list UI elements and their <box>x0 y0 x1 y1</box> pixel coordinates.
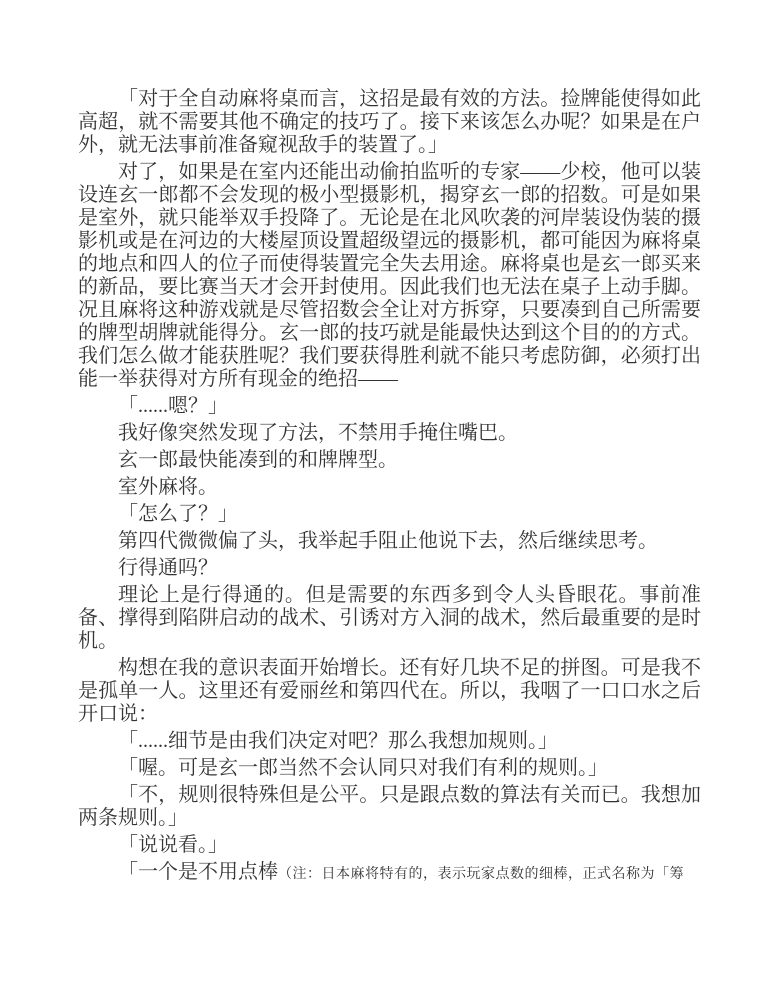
paragraph <box>78 422 701 445</box>
paragraph <box>78 88 701 157</box>
paragraph <box>78 449 701 472</box>
paragraph-text: 我好像突然发现了方法，不禁用手掩住嘴巴。 <box>118 422 518 444</box>
paragraph <box>78 476 701 499</box>
paragraph <box>78 834 701 857</box>
paragraph-text: 构想在我的意识表面开始增长。还有好几块不足的拼图。可是我不是孤单一人。这里还有爱丽丝和第四代在。所以，我咽了一口口水之后开口说： <box>78 657 701 725</box>
paragraph <box>78 730 701 753</box>
paragraph-text: 「说说看。」 <box>118 834 228 856</box>
paragraph-text: 「一个是不用点棒 <box>118 861 278 883</box>
paragraph-text: 「喔。可是玄一郎当然不会认同只对我们有利的规则。」 <box>118 757 608 779</box>
page-body <box>78 88 701 886</box>
paragraph <box>78 503 701 526</box>
paragraph-text: 「......细节是由我们决定对吧？那么我想加规则。」 <box>118 730 558 752</box>
translator-note: （注：日本麻将特有的，表示玩家点数的细棒，正式名称为「筹 <box>278 867 684 882</box>
paragraph-text: 「对于全自动麻将桌而言，这招是最有效的方法。捡牌能使得如此高超，就不需要其他不确定的技巧了。接下来该怎么办呢？如果是在户外，就无法事前准备窥视敌手的装置了。」 <box>78 88 701 156</box>
paragraph <box>78 784 701 830</box>
paragraph-text: 理论上是行得通的。但是需要的东西多到令人头昏眼花。事前准备、撑得到陷阱启动的战术、引诱对方入洞的战术，然后最重要的是时机。 <box>78 584 701 652</box>
paragraph-text: 玄一郎最快能凑到的和牌牌型。 <box>118 449 398 471</box>
paragraph-text: 「不，规则很特殊但是公平。只是跟点数的算法有关而已。我想加两条规则。」 <box>78 784 701 829</box>
paragraph <box>78 557 701 580</box>
paragraph <box>78 757 701 780</box>
paragraph-text: 室外麻将。 <box>118 476 218 498</box>
paragraph-text: 「怎么了？」 <box>118 503 238 525</box>
paragraph-text: 行得通吗？ <box>118 557 218 579</box>
paragraph-text: 「......嗯？」 <box>118 395 228 417</box>
paragraph-text: 第四代微微偏了头，我举起手阻止他说下去，然后继续思考。 <box>118 530 658 552</box>
paragraph <box>78 161 701 391</box>
paragraph <box>78 395 701 418</box>
paragraph <box>78 530 701 553</box>
paragraph-text: 对了，如果是在室内还能出动偷拍监听的专家——少校，他可以装设连玄一郎都不会发现的极小型摄影机，揭穿玄一郎的招数。可是如果是室外，就只能举双手投降了。无论是在北风吹袭的河岸装设伪装的摄影机或是在河边的大楼屋顶设置超级望远的摄影机，都可能因为麻将桌的地点和四人的位子而使得装置完全失去用途。麻将桌也是玄一郎买来的新品，要比赛当天才会开封使用。因此我们也无法在桌子上动手脚。况且麻将这种游戏就是尽管招数会全让对方拆穿，只要凑到自己所需要的牌型胡牌就能得分。玄一郎的技巧就是能最快达到这个目的的方式。我们怎么做才能获胜呢？我们要获得胜利就不能只考虑防御，必须打出能一举获得对方所有现金的绝招—— <box>78 161 701 390</box>
paragraph <box>78 584 701 653</box>
paragraph <box>78 657 701 726</box>
paragraph <box>78 861 701 886</box>
